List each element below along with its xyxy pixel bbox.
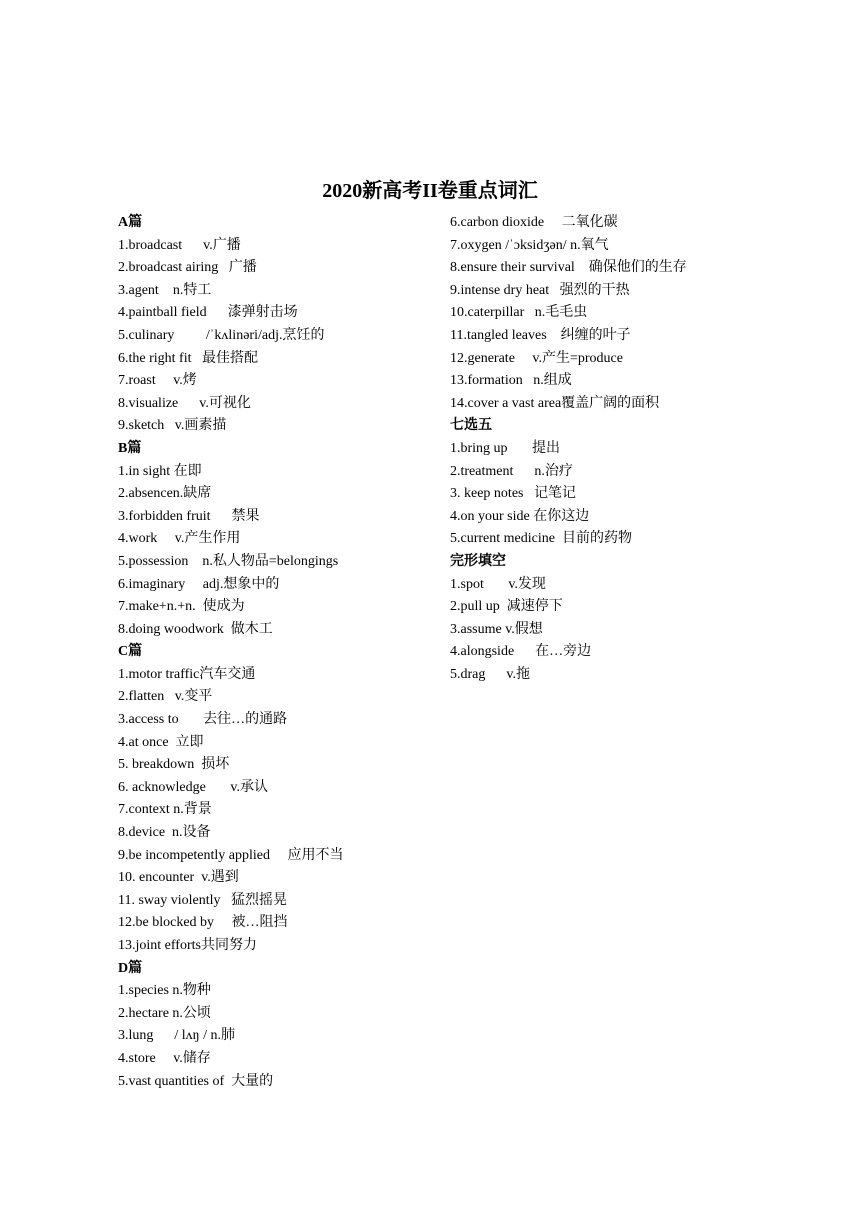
page-title: 2020新高考II卷重点词汇	[322, 180, 538, 202]
vocab-item: 7.roast v.烤	[118, 373, 197, 389]
vocab-item: 5.culinary /ˈkʌlinəri/adj.烹饪的	[118, 327, 325, 343]
vocab-item: 4.on your side 在你这边	[450, 508, 590, 524]
vocab-item: 13.formation n.组成	[450, 373, 572, 389]
vocab-item: 3.agent n.特工	[118, 282, 212, 298]
vocab-item: 2.absencen.缺席	[118, 486, 212, 502]
vocab-item: 5.drag v.拖	[450, 666, 530, 682]
vocab-item: 8.visualize v.可视化	[118, 395, 251, 411]
left-column	[118, 212, 438, 1093]
vocab-item: 2.hectare n.公顷	[118, 1005, 211, 1021]
section-heading: D篇	[118, 960, 143, 976]
vocab-item: 9.intense dry heat 强烈的干热	[450, 282, 630, 298]
vocab-item: 11. sway violently 猛烈摇晃	[118, 892, 288, 908]
vocab-item: 4.at once 立即	[118, 734, 204, 750]
vocab-item: 12.be blocked by 被…阻挡	[118, 915, 288, 931]
vocab-item: 5. breakdown 损坏	[118, 757, 230, 773]
vocab-item: 14.cover a vast area覆盖广阔的面积	[450, 395, 660, 411]
vocab-item: 1.motor traffic汽车交通	[118, 666, 256, 682]
vocab-item: 4.alongside 在…旁边	[450, 644, 592, 660]
vocab-item: 4.store v.储存	[118, 1050, 211, 1066]
vocab-item: 3. keep notes 记笔记	[450, 486, 576, 502]
vocab-item: 10.caterpillar n.毛毛虫	[450, 305, 588, 321]
vocab-item: 3.lung / lʌŋ / n.肺	[118, 1028, 235, 1044]
section-heading: 七选五	[450, 418, 492, 434]
vocab-item: 5.current medicine 目前的药物	[450, 531, 632, 547]
section-heading: C篇	[118, 644, 143, 660]
vocab-item: 13.joint efforts共同努力	[118, 938, 257, 953]
vocab-item: 6.carbon dioxide 二氧化碳	[450, 215, 618, 230]
vocab-item: 7.context n.背景	[118, 802, 212, 818]
vocab-item: 3.assume v.假想	[450, 621, 543, 637]
vocab-item: 1.bring up 提出	[450, 440, 561, 456]
vocab-item: 4.paintball field 漆弹射击场	[118, 305, 298, 321]
vocab-item: 7.oxygen /ˈɔksidʒən/ n.氧气	[450, 237, 609, 253]
vocab-item: 4.work v.产生作用	[118, 531, 241, 547]
section-heading: 完形填空	[450, 553, 506, 569]
vocab-item: 1.in sight 在即	[118, 463, 202, 479]
vocab-item: 1.species n.物种	[118, 983, 211, 999]
vocab-item: 6.imaginary adj.想象中的	[118, 576, 280, 592]
vocab-item: 2.treatment n.治疗	[450, 463, 573, 479]
vocab-item: 3.forbidden fruit 禁果	[118, 508, 260, 524]
vocab-item: 10. encounter v.遇到	[118, 870, 239, 886]
vocab-item: 6.the right fit 最佳搭配	[118, 350, 258, 366]
vocab-item: 7.make+n.+n. 使成为	[118, 599, 245, 615]
vocab-item: 9.sketch v.画素描	[118, 418, 227, 434]
vocab-item: 1.broadcast v.广播	[118, 237, 241, 253]
vocab-item: 8.doing woodwork 做木工	[118, 621, 273, 637]
vocab-item: 5.possession n.私人物品=belongings	[118, 553, 339, 569]
vocab-item: 8.ensure their survival 确保他们的生存	[450, 260, 687, 276]
vocab-item: 8.device n.设备	[118, 825, 211, 841]
right-column	[450, 212, 780, 686]
vocab-item: 2.flatten v.变平	[118, 689, 213, 705]
vocab-item: 6. acknowledge v.承认	[118, 779, 268, 795]
vocab-item: 3.access to 去往…的通路	[118, 712, 288, 728]
vocab-item: 9.be incompetently applied 应用不当	[118, 847, 344, 863]
vocab-item: 11.tangled leaves 纠缠的叶子	[450, 327, 631, 343]
vocab-item: 1.spot v.发现	[450, 576, 546, 592]
vocab-item: 5.vast quantities of 大量的	[118, 1073, 274, 1089]
vocab-item: 12.generate v.产生=produce	[450, 350, 623, 366]
section-heading: B篇	[118, 440, 142, 456]
vocab-item: 2.broadcast airing 广播	[118, 260, 257, 276]
vocab-item: 2.pull up 减速停下	[450, 599, 563, 615]
section-heading: A篇	[118, 215, 143, 230]
